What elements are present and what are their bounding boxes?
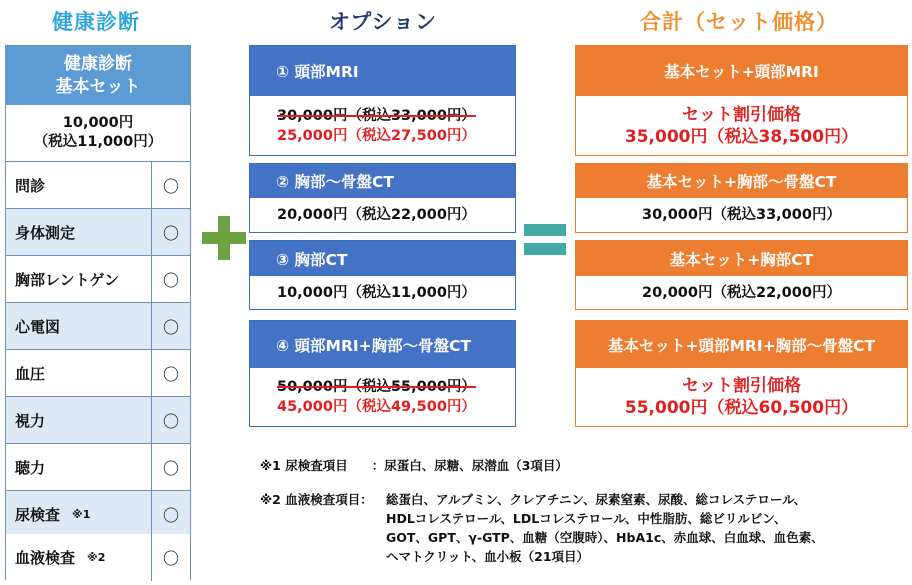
basic-column-title: 健康診断 xyxy=(52,10,140,34)
exam-item-label: 問診 xyxy=(15,176,46,195)
included-mark: 〇 xyxy=(162,549,179,568)
blood-test-note-label xyxy=(260,492,373,508)
blood-test-item-line: GOT、GPT、γ-GTP、血糖（空腹時）、HbA1c、赤血球、白血球、血色素、 xyxy=(386,530,824,545)
total-title: 基本セット+頭部MRI xyxy=(576,46,907,96)
exam-item-label: 胸部レントゲン xyxy=(15,270,120,289)
option-price xyxy=(250,368,515,426)
note-label: ※1 尿検査項目 xyxy=(260,458,348,473)
exam-item-row xyxy=(6,397,190,444)
basic-set-panel xyxy=(5,45,191,580)
included-mark: 〇 xyxy=(162,317,179,337)
basic-set-title-line2: 基本セット xyxy=(55,76,141,97)
urine-test-note xyxy=(260,458,568,474)
equals-icon xyxy=(524,243,566,255)
option-card xyxy=(249,320,516,427)
exam-item-row xyxy=(6,162,190,209)
exam-item-note: ※2 xyxy=(87,551,106,564)
blood-test-item-line: 総蛋白、アルブミン、クレアチニン、尿素窒素、尿酸、総コレステロール、 xyxy=(386,492,807,507)
total-price xyxy=(576,276,907,309)
total-price-value: 20,000円（税込22,000円） xyxy=(642,284,841,301)
blood-test-item-line: HDLコレステロール、LDLコレステロール、中性脂肪、総ビリルビン、 xyxy=(386,511,787,526)
option-column-title: オプション xyxy=(328,10,438,34)
note-label: ※2 血液検査項目 xyxy=(260,492,361,507)
option-title: ② 胸部～骨盤CT xyxy=(250,164,515,198)
option-discount-price: 25,000円（税込27,500円） xyxy=(277,127,476,144)
exam-item-row xyxy=(6,303,190,350)
option-original-price: 50,000円（税込55,000円） xyxy=(277,379,476,395)
set-discount-price: 55,000円（税込60,500円） xyxy=(624,398,859,418)
option-price-value: 10,000円（税込11,000円） xyxy=(277,284,476,301)
included-mark: 〇 xyxy=(162,176,179,196)
total-card xyxy=(575,240,908,310)
exam-item-label: 血液検査 xyxy=(15,549,76,567)
exam-item-label: 血圧 xyxy=(15,364,46,383)
included-mark: 〇 xyxy=(162,458,179,478)
exam-item-row xyxy=(6,444,190,491)
exam-item-label: 身体測定 xyxy=(15,223,76,242)
note-text: 尿蛋白、尿糖、尿潜血（3項目） xyxy=(384,458,568,473)
option-price xyxy=(250,276,515,309)
plus-icon xyxy=(202,232,246,244)
exam-item-row xyxy=(6,209,190,256)
option-title: ④ 頭部MRI+胸部～骨盤CT xyxy=(250,321,515,368)
option-price xyxy=(250,96,515,155)
basic-set-price xyxy=(6,105,190,162)
total-card xyxy=(575,320,908,427)
exam-item-label: 尿検査 xyxy=(15,505,61,524)
basic-set-header xyxy=(6,46,190,105)
total-title: 基本セット+頭部MRI+胸部～骨盤CT xyxy=(576,321,907,368)
included-mark: 〇 xyxy=(162,411,179,431)
total-price-value: 30,000円（税込33,000円） xyxy=(642,207,841,223)
total-price xyxy=(576,368,907,426)
total-price xyxy=(576,96,907,155)
total-column-title: 合計（セット価格） xyxy=(640,10,838,34)
set-discount-label: セット割引価格 xyxy=(682,376,801,396)
exam-item-row xyxy=(6,256,190,303)
set-discount-price: 35,000円（税込38,500円） xyxy=(624,126,859,147)
option-card xyxy=(249,163,516,233)
option-discount-price: 45,000円（税込49,500円） xyxy=(277,399,476,415)
equals-icon xyxy=(524,224,566,236)
set-discount-label: セット割引価格 xyxy=(682,104,801,125)
included-mark: 〇 xyxy=(162,505,179,525)
included-mark: 〇 xyxy=(162,223,179,243)
basic-set-price-value: 10,000円 xyxy=(62,115,134,131)
included-mark: 〇 xyxy=(162,364,179,384)
option-title: ① 頭部MRI xyxy=(250,46,515,96)
exam-item-label: 聴力 xyxy=(15,458,46,477)
total-title: 基本セット+胸部～骨盤CT xyxy=(576,164,907,198)
option-original-price: 30,000円（税込33,000円） xyxy=(277,107,476,124)
exam-item-label: 心電図 xyxy=(15,317,61,336)
option-card xyxy=(249,45,516,156)
option-title: ③ 胸部CT xyxy=(250,241,515,276)
exam-item-row xyxy=(6,534,190,581)
option-card xyxy=(249,240,516,310)
note-separator: ： xyxy=(360,492,373,507)
total-card xyxy=(575,45,908,156)
exam-item-label: 視力 xyxy=(15,411,46,430)
option-price xyxy=(250,198,515,232)
total-card xyxy=(575,163,908,233)
note-separator: ： xyxy=(371,458,385,473)
exam-item-note: ※1 xyxy=(72,507,91,521)
basic-set-price-tax: （税込11,000円） xyxy=(33,134,163,150)
exam-item-row xyxy=(6,491,190,538)
total-price xyxy=(576,198,907,232)
option-price-value: 20,000円（税込22,000円） xyxy=(277,207,476,223)
exam-item-row xyxy=(6,350,190,397)
total-title: 基本セット+胸部CT xyxy=(576,241,907,276)
included-mark: 〇 xyxy=(162,270,179,290)
basic-set-title-line1: 健康診断 xyxy=(64,53,132,74)
blood-test-item-line: ヘマトクリット、血小板（21項目） xyxy=(386,549,590,564)
